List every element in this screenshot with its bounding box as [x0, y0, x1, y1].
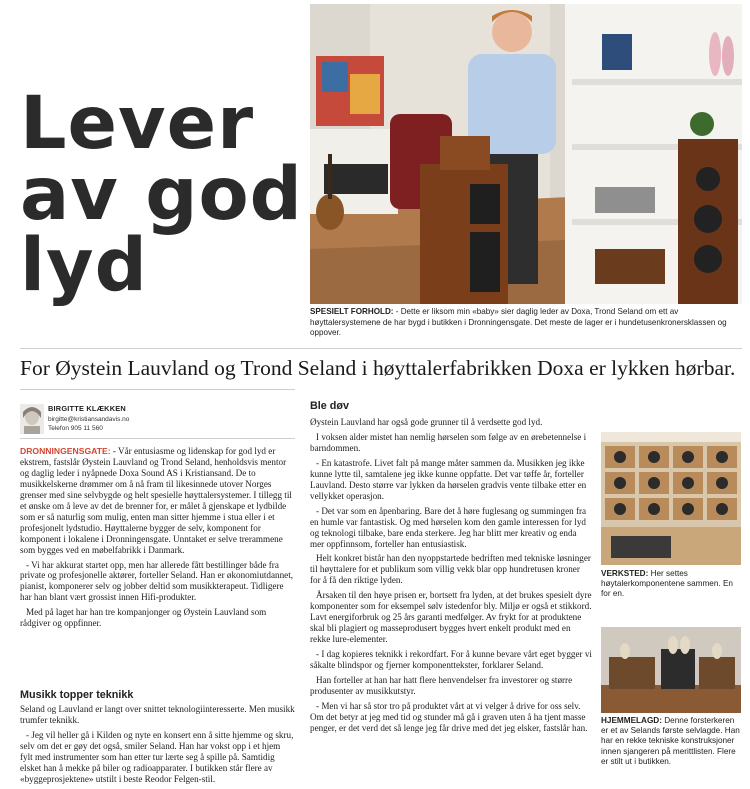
article-column-1: [20, 446, 295, 633]
deck-rule-top: [20, 348, 742, 349]
byline-rule-top: [20, 389, 295, 390]
body-paragraph: - I dag kopieres teknikk i rekordfart. For å kunne bevare vårt eget bygger vi såkalte blindspor og fjerner komponenttekster, forklarer Seland.: [310, 649, 592, 671]
caption-text: Her settes høytalerkomponentene sammen. En for en.: [601, 569, 733, 599]
body-paragraph: Øystein Lauvland har også gode grunner til å verdsette god lyd.: [310, 417, 543, 427]
byline-phone: Telefon 905 11 560: [48, 425, 103, 432]
byline-email[interactable]: birgitte@kristiansandavis.no: [48, 416, 130, 423]
kicker: DRONNINGENSGATE:: [20, 446, 111, 456]
avatar: [20, 404, 44, 434]
byline-rule-bottom: [20, 438, 295, 439]
headline: Lever av god lyd: [20, 81, 303, 308]
body-paragraph: Helt konkret bistår han den nyoppstartede bedriften med tekniske løsninger til høyttalere for et publikum som villig vekk blar opp hundretusen kroner for å få den riktige lyden.: [310, 553, 591, 586]
subhead-ble-dov: Ble døv: [310, 400, 349, 412]
subhead-musikk: Musikk topper teknikk: [20, 689, 134, 701]
body-paragraph: Årsaken til den høye prisen er, bortsett fra lyden, at det brukes spesielt dyre komponenter som for eksempel sølv istedenfor bly. Miljø er også et stikkord. Lavt energiforbruk og 25 års garanti medfølger. Av frykt for at produktene skal bli plagiert og masseprodusert bygges hvert enkelt produkt med en rekke lure-elementer.: [310, 590, 592, 645]
caption-text: Denne forsterkeren er et av Selands første selvlagde. Han har en rekke tekniske konstruksjoner innen sjangeren på merittlisten. Flere er stilt ut i butikken.: [601, 716, 740, 766]
body-paragraph: Med på laget har han tre kompanjonger og Øystein Lauvland som rådgiver og oppfinner.: [20, 607, 267, 629]
main-photo: [310, 4, 742, 304]
main-photo-caption: [310, 307, 742, 339]
caption-label: SPESIELT FORHOLD:: [310, 307, 394, 316]
workshop-caption: [601, 569, 743, 600]
caption-text: - Dette er liksom min «baby» sier daglig leder av Doxa, Trond Seland om ett av høyttalersystemene de har bygd i butikken i Dronningensgate. Det meste de lager er i hundetusenkronersklassen og oppover.: [310, 307, 727, 337]
body-paragraph: - Jeg vil heller gå i Kilden og nyte en konsert enn å sitte hjemme og skru, selv om det er gøy det også, smiler Seland. Han har vokst opp i et hjem fylt med instrumenter som han etter tur lærte seg å spille på. Samtidig elsket han å mekke på biler og radioapparater. I butikken står flere av «byggeprosjektene» utstilt i beste Reodor Felgen-stil.: [20, 729, 294, 784]
caption-label: VERKSTED:: [601, 569, 649, 578]
amplifier-caption: [601, 716, 743, 767]
body-paragraph: - Det var som en åpenbaring. Bare det å høre fuglesang og summingen fra en humle var fantastisk. Og med hørselen kom den gamle interessen for lyd og teknologi tilbake, bare enda sterkere. Jeg har blitt mer kreativ og enda mer oppfinnsom, forteller han entusiastisk.: [310, 505, 587, 549]
article-column-2: [310, 417, 592, 738]
body-paragraph: - En katastrofe. Livet falt på mange måter sammen da. Musikken jeg ikke kunne lytte til, samtalene jeg ikke kunne oppfatte. Det var tøffe år, forteller Lauvland. Desto større var lykken da hørselen gradvis vente tilbake etter en vellykket operasjon.: [310, 457, 587, 501]
byline-name: BIRGITTE KLÆKKEN: [48, 404, 126, 413]
body-paragraph: - Men vi har så stor tro på produktet vårt at vi velger å drive for oss selv. Om det betyr at jeg med tid og stunder må gå i graven uten å ha tjent masse penger, er det verd det så lenge jeg får drive med det jeg elsker, fastslår han.: [310, 700, 588, 733]
deck: For Øystein Lauvland og Trond Seland i høyttalerfabrikken Doxa er lykken hørbar.: [20, 356, 736, 380]
body-paragraph: - Vi har akkurat startet opp, men har allerede fått bestillinger både fra private og profesjonelle aktører, forteller Seland. Han er økonomiutdannet, pianist, komponerer selv og jobber deltid som musikkterapeut. Tidligere har han blant vært grossist innen Hifi-produkter.: [20, 559, 294, 603]
body-paragraph: I voksen alder mistet han nemlig hørselen som følge av en ørebetennelse i barndommen.: [310, 431, 587, 453]
article-column-1-cont: [20, 704, 295, 789]
amplifier-photo: [601, 627, 741, 713]
body-paragraph: Seland og Lauvland er langt over snittet teknologiinteresserte. Men musikk trumfer teknikk.: [20, 704, 295, 725]
lead-paragraph: DRONNINGENSGATE: - Vår entusiasme og lidenskap for god lyd er ekstrem, fastslår Øystein Lauvland og Trond Seland, henholdsvis mentor og daglig leder i nyåpnede Doxa Sound AS i Kristiansand. De to musikkelskerne drømmer om å nå fram til likesinnede utover Norges grenser med sine selvbygde og helt spesielle høyttalersystemer. I tillegg til et ønske om å leve av det de brenner for, er målet å gjenskape et lydbilde som er så naturlig som mulig, enten man sitter hjemme i stua eller i et profesjonelt lydstudio. Høyttalerne bygger de selv, komponent for komponent i lokalene i Dronningensgate. Unntaket er selve trerammene som bygges ved en møbelfabrikk i Danmark.: [20, 446, 292, 555]
body-paragraph: Han forteller at han har hatt flere henvendelser fra investorer og større produsenter av musikkutstyr.: [310, 675, 573, 696]
caption-label: HJEMMELAGD:: [601, 716, 662, 725]
workshop-photo: [601, 432, 741, 565]
